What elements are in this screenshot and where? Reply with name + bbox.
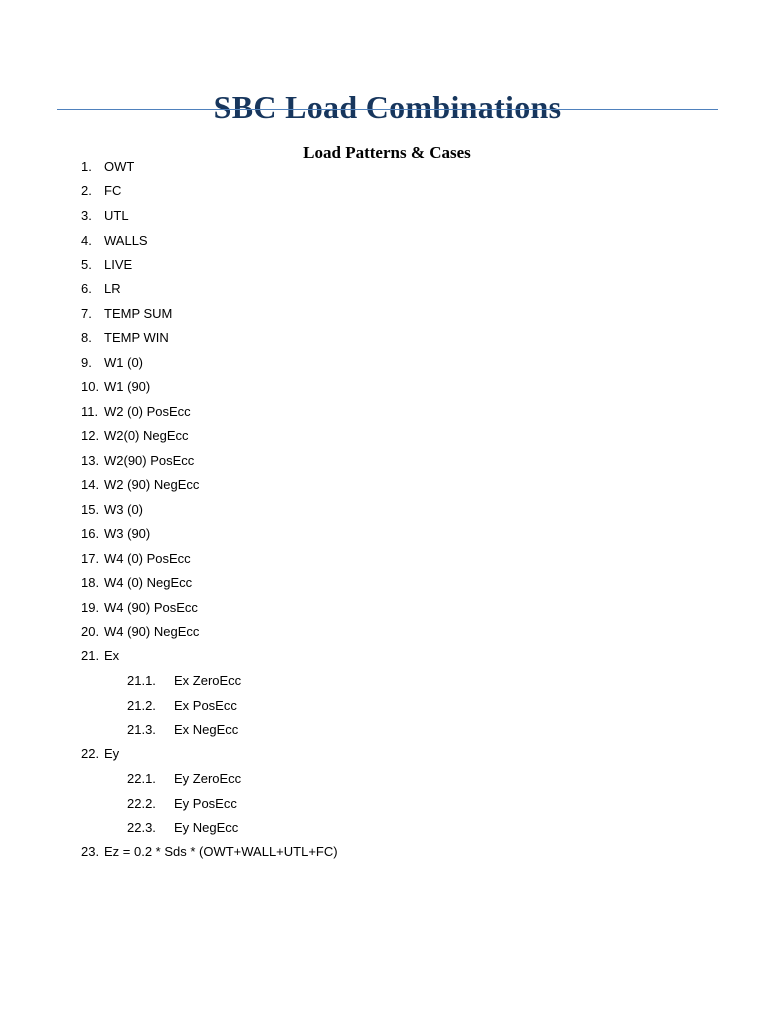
list-item-text: W4 (0) NegEcc — [104, 575, 193, 590]
list-item-text: W3 (0) — [104, 502, 143, 517]
list-item-text: W2 (90) NegEcc — [104, 477, 200, 492]
list-item-text: Ey ZeroEcc — [174, 771, 242, 786]
list-item-text: Ex NegEcc — [174, 722, 239, 737]
list-item-text: UTL — [104, 208, 129, 223]
list-item-text: W2 (0) PosEcc — [104, 404, 191, 419]
list-item-text: W2(0) NegEcc — [104, 428, 189, 443]
list-item-number: 12. — [81, 428, 100, 443]
list-item-number: 22.1. — [127, 771, 156, 786]
list-item-text: W1 (90) — [104, 379, 151, 394]
list-item-text: Ey PosEcc — [174, 796, 237, 811]
section-heading: Load Patterns & Cases — [303, 143, 471, 163]
list-item-number: 21.3. — [127, 722, 156, 737]
list-item-number: 14. — [81, 477, 100, 492]
list-item-number: 16. — [81, 526, 100, 541]
list-item-text: W4 (0) PosEcc — [104, 551, 191, 566]
list-item-text: W4 (90) PosEcc — [104, 600, 198, 615]
list-item-number: 5. — [81, 257, 92, 272]
list-item-text: W4 (90) NegEcc — [104, 624, 200, 639]
list-item-text: Ey — [104, 746, 120, 761]
list-item-number: 9. — [81, 355, 92, 370]
list-item-number: 21.2. — [127, 698, 156, 713]
list-item-text: TEMP SUM — [104, 306, 173, 321]
list-item-number: 6. — [81, 281, 92, 296]
list-item-number: 11. — [81, 404, 99, 419]
list-item-number: 22. — [81, 746, 100, 761]
list-item-text: LIVE — [104, 257, 133, 272]
list-item-text: Ex PosEcc — [174, 698, 237, 713]
list-item-text: FC — [104, 183, 122, 198]
list-item-text: Ey NegEcc — [174, 820, 239, 835]
list-item-number: 10. — [81, 379, 100, 394]
list-item-text: W1 (0) — [104, 355, 143, 370]
list-item-text: OWT — [104, 159, 135, 174]
list-item-number: 23. — [81, 844, 100, 859]
list-item-text: LR — [104, 281, 121, 296]
list-item-number: 1. — [81, 159, 92, 174]
list-item-text: WALLS — [104, 233, 148, 248]
list-item-number: 17. — [81, 551, 100, 566]
list-item-number: 2. — [81, 183, 92, 198]
list-item-number: 4. — [81, 233, 92, 248]
list-item-number: 22.3. — [127, 820, 156, 835]
list-item-number: 22.2. — [127, 796, 156, 811]
list-item-number: 21.1. — [127, 673, 156, 688]
list-item-text: Ex ZeroEcc — [174, 673, 242, 688]
list-item-number: 19. — [81, 600, 100, 615]
list-item-number: 21. — [81, 648, 100, 663]
list-item-number: 18. — [81, 575, 100, 590]
list-item-number: 3. — [81, 208, 92, 223]
list-item-text: W3 (90) — [104, 526, 151, 541]
list-item-number: 13. — [81, 453, 100, 468]
list-item-text: Ez = 0.2 * Sds * (OWT+WALL+UTL+FC) — [104, 844, 338, 859]
list-item-number: 20. — [81, 624, 100, 639]
list-item-text: TEMP WIN — [104, 330, 169, 345]
list-item-text: W2(90) PosEcc — [104, 453, 195, 468]
list-item-number: 15. — [81, 502, 100, 517]
list-item-number: 7. — [81, 306, 92, 321]
page-title: SBC Load Combinations — [213, 89, 562, 126]
list-item-number: 8. — [81, 330, 92, 345]
list-item-text: Ex — [104, 648, 120, 663]
